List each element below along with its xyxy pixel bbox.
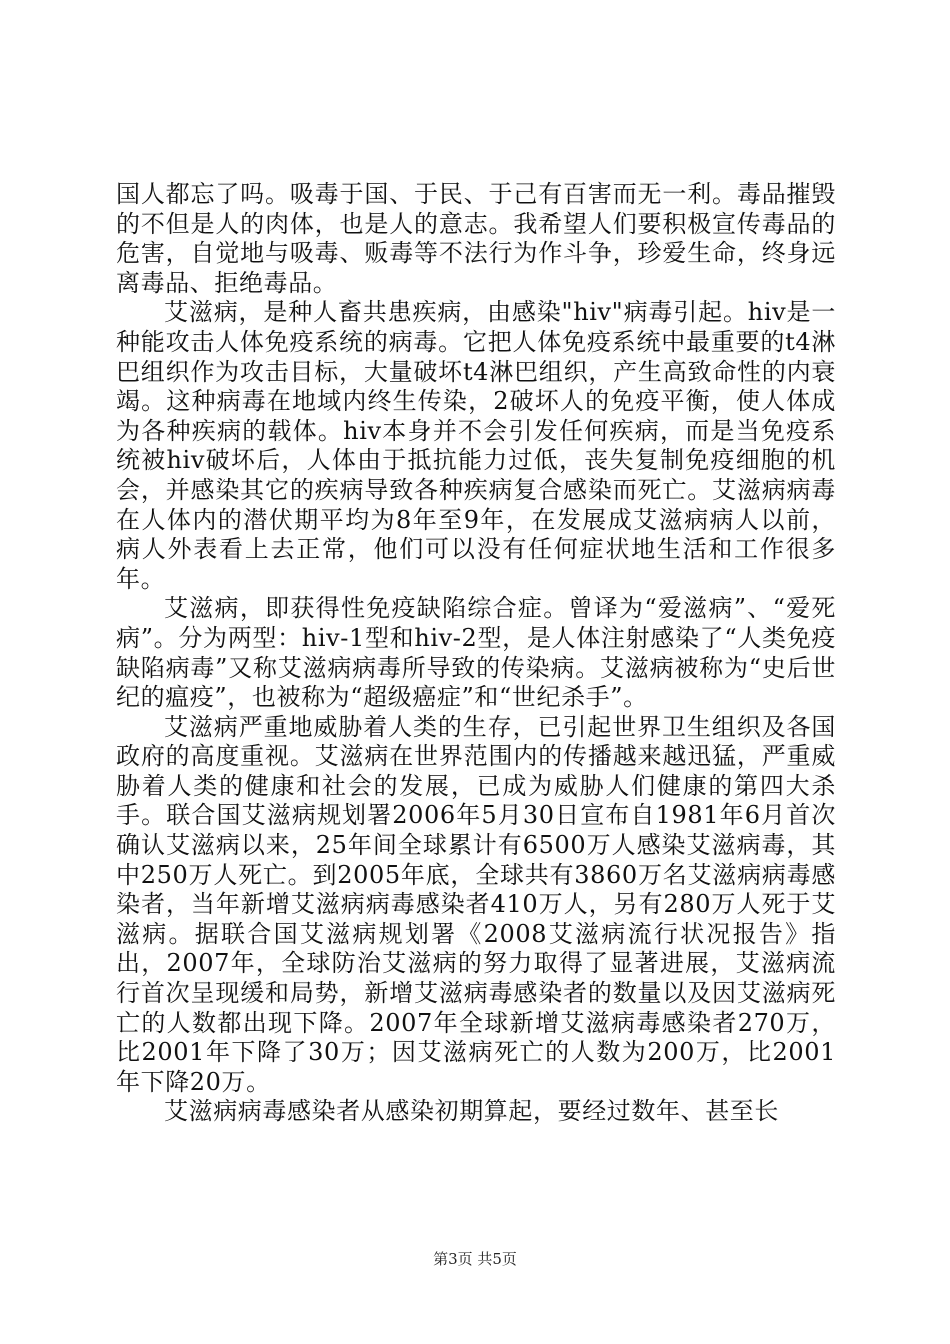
paragraph-5: 艾滋病病毒感染者从感染初期算起，要经过数年、甚至长: [164, 1097, 779, 1126]
document-body: [116, 180, 836, 1127]
page-number-footer: 第3页 共5页: [433, 1250, 517, 1268]
paragraph-2: 艾滋病，是种人畜共患疾病，由感染"hiv"病毒引起。hiv是一种能攻击人体免疫系统的病毒。它把人体免疫系统中最重要的t4淋巴组织作为攻击目标，大量破坏t4淋巴组织，产生高致命性的内衰竭。这种病毒在地域内终生传染，2破坏人的免疫平衡，使人体成为各种疾病的载体。hiv本身并不会引发任何疾病，而是当免疫系统被hiv破坏后，人体由于抵抗能力过低，丧失复制免疫细胞的机会，并感染其它的疾病导致各种疾病复合感染而死亡。艾滋病病毒在人体内的潜伏期平均为8年至9年，在发展成艾滋病病人以前，病人外表看上去正常，他们可以没有任何症状地生活和工作很多年。: [116, 298, 836, 593]
paragraph-4: 艾滋病严重地威胁着人类的生存，已引起世界卫生组织及各国政府的高度重视。艾滋病在世界范围内的传播越来越迅猛，严重威胁着人类的健康和社会的发展，已成为威胁人们健康的第四大杀手。联合国艾滋病规划署2006年5月30日宣布自1981年6月首次确认艾滋病以来，25年间全球累计有6500万人感染艾滋病毒，其中250万人死亡。到2005年底，全球共有3860万名艾滋病病毒感染者，当年新增艾滋病病毒感染者410万人，另有280万人死于艾滋病。据联合国艾滋病规划署《2008艾滋病流行状况报告》指出，2007年，全球防治艾滋病的努力取得了显著进展，艾滋病流行首次呈现缓和局势，新增艾滋病毒感染者的数量以及因艾滋病死亡的人数都出现下降。2007年全球新增艾滋病毒感染者270万，比2001年下降了30万；因艾滋病死亡的人数为200万，比2001年下降20万。: [116, 712, 836, 1096]
paragraph-1: 国人都忘了吗。吸毒于国、于民、于己有百害而无一利。毒品摧毁的不但是人的肉体，也是人的意志。我希望人们要积极宣传毒品的危害，自觉地与吸毒、贩毒等不法行为作斗争，珍爱生命，终身远离毒品、拒绝毒品。: [116, 180, 836, 297]
paragraph-3: 艾滋病，即获得性免疫缺陷综合症。曾译为“爱滋病”、“爱死病”。分为两型：hiv-1型和hiv-2型，是人体注射感染了“人类免疫缺陷病毒”又称艾滋病病毒所导致的传染病。艾滋病被称为“史后世纪的瘟疫”，也被称为“超级癌症”和“世纪杀手”。: [116, 594, 836, 712]
